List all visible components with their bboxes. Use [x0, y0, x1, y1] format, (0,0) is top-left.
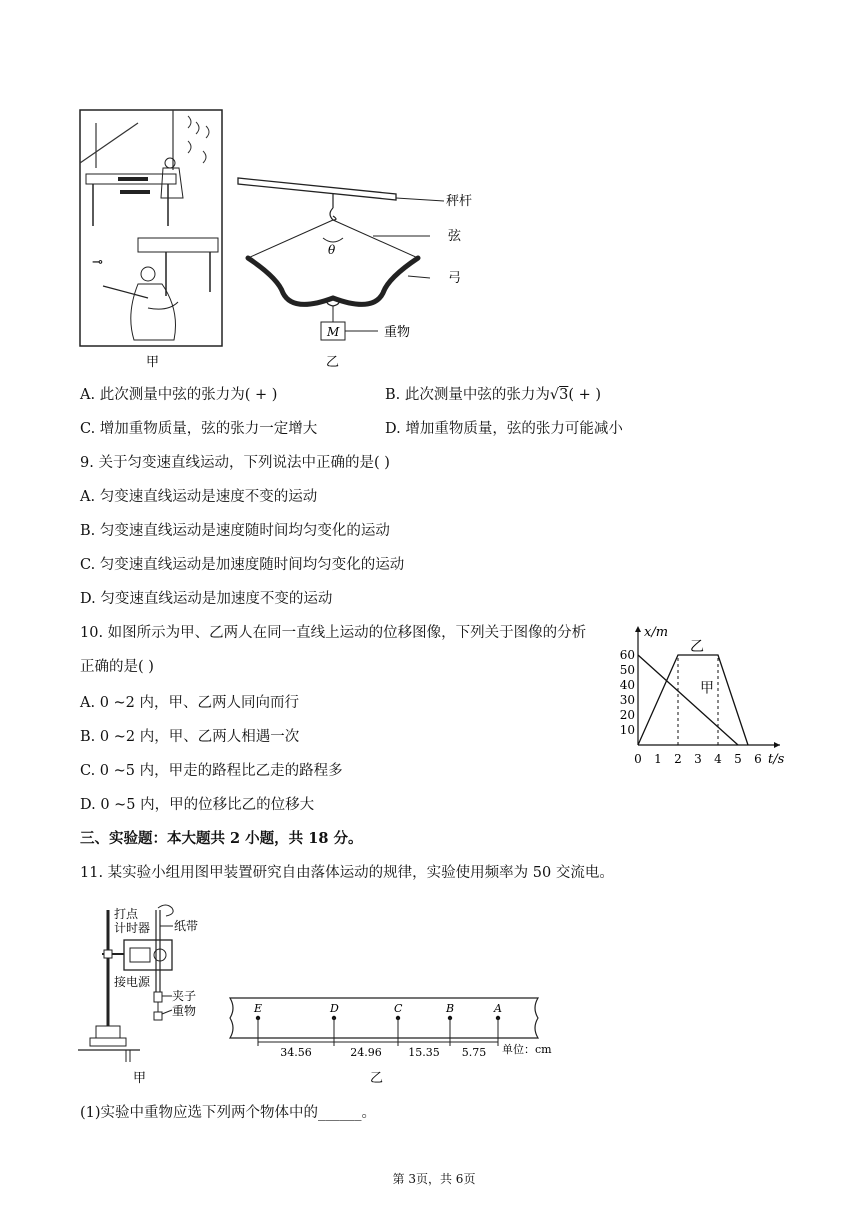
svg-text:打点: 打点	[114, 907, 139, 921]
q9-option-d: D. 匀变速直线运动是加速度不变的运动	[80, 591, 333, 607]
q11-stem: 11. 某实验小组用图甲装置研究自由落体运动的规律，实验使用频率为 50 交流电。	[80, 865, 614, 881]
y-axis-arrow	[635, 626, 641, 632]
section-3-title: 三、实验题：本大题共 2 小题，共 18 分。	[80, 830, 363, 847]
q9-option-a: A. 匀变速直线运动是速度不变的运动	[80, 489, 318, 505]
x-tick-label: 6	[754, 752, 762, 766]
q10-option-a: A. 0 ~2 内，甲、乙两人同向而行	[80, 695, 300, 711]
q10-stem-line1: 10. 如图所示为甲、乙两人在同一直线上运动的位移图像，下列关于图像的分析	[80, 625, 587, 641]
displacement-time-chart	[616, 620, 796, 770]
scale-bow-diagram	[238, 178, 472, 340]
q11-sub1: (1)实验中重物应选下列两个物体中的______。	[80, 1105, 377, 1121]
x-tick-label: 0	[634, 752, 642, 766]
series-line-yi	[638, 655, 748, 745]
y-tick-label: 20	[619, 708, 635, 722]
figure1-label-left: 甲	[146, 355, 160, 370]
x-tick-label: 5	[734, 752, 742, 766]
svg-text:夹子: 夹子	[172, 989, 197, 1003]
q8-option-b-text: B. 此次测量中弦的张力为	[385, 387, 550, 403]
svg-text:纸带: 纸带	[174, 919, 199, 933]
svg-text:秤杆: 秤杆	[446, 194, 473, 209]
svg-text:接电源: 接电源	[114, 975, 151, 989]
q9-stem: 9. 关于匀变速直线运动，下列说法中正确的是( )	[80, 455, 390, 471]
x-tick-label: 1	[654, 752, 662, 766]
series-label-yi: 乙	[690, 639, 704, 655]
q11-figure-label-left: 甲	[133, 1071, 147, 1086]
q8-option-b-tail: ( + )	[568, 387, 602, 403]
q10-option-c: C. 0 ~5 内，甲走的路程比乙走的路程多	[80, 763, 343, 779]
tape-unit-label: 单位：cm	[502, 1043, 552, 1056]
tape-distance-label: 15.35	[408, 1046, 440, 1059]
y-tick-label: 60	[619, 648, 635, 662]
page-footer: 第 3页，共 6页	[392, 1172, 476, 1186]
x-axis-label: t/s	[768, 752, 785, 767]
q10-option-d: D. 0 ~5 内，甲的位移比乙的位移大	[80, 797, 315, 813]
free-fall-apparatus	[78, 905, 198, 1062]
q9-option-c: C. 匀变速直线运动是加速度随时间均匀变化的运动	[80, 557, 405, 573]
tape-distance-label: 34.56	[280, 1046, 312, 1059]
tape-point-label: D	[330, 1002, 339, 1015]
q8-option-b-radicand: 3	[559, 387, 569, 403]
y-tick-label: 50	[619, 663, 635, 677]
series-label-jia: 甲	[700, 680, 714, 697]
svg-text:M: M	[327, 325, 340, 339]
svg-text:弓: 弓	[448, 271, 462, 286]
svg-text:⊸: ⊸	[92, 255, 103, 270]
q8-option-a: A. 此次测量中弦的张力为( + )	[80, 387, 278, 403]
q9-option-b: B. 匀变速直线运动是速度随时间均匀变化的运动	[80, 523, 390, 539]
tape-point-label: A	[494, 1002, 502, 1015]
tape-distance-label: 5.75	[461, 1046, 487, 1059]
svg-text:重物: 重物	[384, 325, 411, 340]
y-tick-label: 30	[619, 693, 635, 707]
figure-scale-illustration	[78, 108, 498, 370]
x-tick-label: 3	[694, 752, 702, 766]
x-tick-label: 2	[674, 752, 682, 766]
x-tick-label: 4	[714, 752, 722, 766]
q10-option-b: B. 0 ~2 内，甲、乙两人相遇一次	[80, 729, 300, 745]
q10-stem-line2: 正确的是( )	[80, 659, 154, 675]
q8-option-d: D. 增加重物质量，弦的张力可能减小	[385, 421, 623, 437]
q8-option-c: C. 增加重物质量，弦的张力一定增大	[80, 421, 318, 437]
tape-point-label: E	[254, 1002, 263, 1015]
svg-text:重物: 重物	[172, 1004, 197, 1018]
y-tick-label: 10	[619, 723, 635, 737]
svg-text:计时器: 计时器	[114, 921, 151, 935]
q11-figure-label-right: 乙	[370, 1071, 384, 1086]
tape-point-label: C	[394, 1002, 403, 1015]
svg-text:θ: θ	[328, 243, 336, 257]
figure1-label-right: 乙	[326, 355, 340, 370]
q11-figures	[78, 900, 568, 1090]
x-axis-arrow	[774, 742, 780, 748]
tape-distance-label: 24.96	[350, 1046, 382, 1059]
y-tick-label: 40	[619, 678, 635, 692]
tape-point-label: B	[446, 1002, 455, 1015]
svg-text:弦: 弦	[448, 229, 462, 244]
q8-option-b	[385, 386, 601, 404]
ancient-illustration	[80, 110, 222, 346]
paper-tape	[230, 998, 552, 1059]
y-axis-label: x/m	[644, 625, 669, 640]
sqrt-symbol: √	[549, 387, 560, 403]
